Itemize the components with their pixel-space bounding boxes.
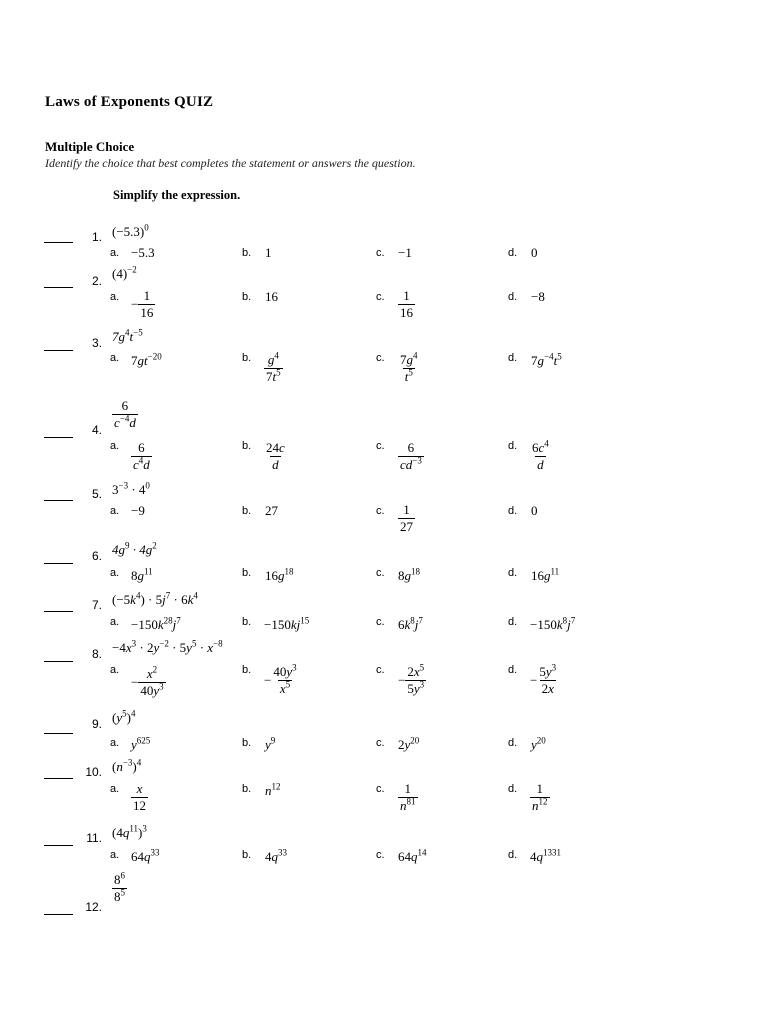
option-b[interactable]: $-150kj^{15}$ [264, 615, 310, 632]
answer-blank[interactable] [44, 661, 73, 662]
option-letter: b. [242, 567, 252, 579]
option-d[interactable]: $\frac{6c^4}{d}$ [532, 438, 549, 472]
page-title: Laws of Exponents QUIZ [45, 94, 214, 110]
option-letter: d. [508, 567, 518, 579]
option-a[interactable]: $\frac{x}{12}$ [133, 781, 146, 813]
option-letter: b. [242, 247, 252, 259]
option-b[interactable]: $\frac{g^4}{7t^5}$ [266, 350, 281, 384]
option-d[interactable]: $7g^{-4}t^5$ [531, 351, 562, 368]
question-stem: $(n^{-3})^4$ [112, 757, 142, 774]
option-d[interactable]: $\frac{1}{n^{12}}$ [532, 781, 548, 813]
option-b[interactable]: 16 [265, 289, 278, 304]
option-b[interactable]: 1 [265, 245, 272, 260]
option-letter: b. [242, 783, 252, 795]
option-letter: c. [376, 247, 385, 259]
option-letter: d. [508, 664, 518, 676]
question-number: 2. [91, 274, 102, 288]
question-number: 7. [91, 598, 102, 612]
answer-blank[interactable] [44, 563, 73, 564]
option-letter: c. [376, 505, 385, 517]
option-a[interactable]: $\frac{6}{c^4d}$ [133, 440, 150, 472]
question-stem: $\frac{8^6}{8^5}$ [114, 870, 125, 904]
question-number: 9. [91, 717, 102, 731]
option-b[interactable]: $\frac{24c}{d}$ [266, 440, 285, 472]
option-letter: d. [508, 291, 518, 303]
question-number: 4. [91, 423, 102, 437]
option-d[interactable]: 0 [531, 245, 538, 260]
option-letter: a. [110, 352, 120, 364]
option-letter: d. [508, 616, 518, 628]
option-letter: c. [376, 291, 385, 303]
question-number: 8. [91, 647, 102, 661]
answer-blank[interactable] [44, 611, 73, 612]
option-letter: d. [508, 247, 518, 259]
option-d[interactable]: $16g^{11}$ [531, 566, 560, 583]
option-d[interactable]: $y^{20}$ [531, 735, 546, 752]
option-letter: a. [110, 849, 120, 861]
option-b[interactable]: $4q^{33}$ [265, 847, 287, 864]
instructions: Identify the choice that best completes the statement or answers the question. [45, 156, 416, 170]
option-b[interactable]: 27 [265, 503, 278, 518]
option-letter: a. [110, 440, 120, 452]
question-stem: $\frac{6}{c^{-4}d}$ [114, 398, 136, 430]
option-d[interactable]: 0 [531, 503, 538, 518]
option-letter: c. [376, 664, 385, 676]
answer-blank[interactable] [44, 437, 73, 438]
option-a[interactable]: − $\frac{1}{16}$ [131, 288, 154, 320]
section-heading: Multiple Choice [45, 139, 135, 154]
answer-blank[interactable] [44, 287, 73, 288]
question-stem: $3^{-3} \cdot 4^0$ [112, 480, 150, 497]
answer-blank[interactable] [44, 350, 73, 351]
question-stem: $(4q^{11})^3$ [112, 823, 147, 840]
question-stem: $(4)^{-2}$ [112, 264, 137, 281]
answer-blank[interactable] [44, 914, 73, 915]
directive: Simplify the expression. [113, 188, 241, 202]
option-letter: c. [376, 737, 385, 749]
option-letter: d. [508, 849, 518, 861]
question-stem: $(-5k^4) \cdot 5j^7 \cdot 6k^4$ [112, 590, 198, 607]
option-letter: a. [110, 247, 120, 259]
option-letter: d. [508, 737, 518, 749]
question-number: 5. [91, 487, 102, 501]
option-c[interactable]: $\frac{1}{16}$ [400, 288, 413, 320]
option-b[interactable]: $16g^{18}$ [265, 566, 294, 583]
option-letter: b. [242, 849, 252, 861]
option-b[interactable]: $n^{12}$ [265, 781, 281, 798]
option-letter: a. [110, 737, 120, 749]
question-number: 11. [86, 831, 102, 845]
option-b[interactable]: − $\frac{40y^3}{x^5}$ [264, 662, 297, 696]
option-a[interactable]: −9 [131, 503, 145, 518]
option-letter: d. [508, 440, 518, 452]
option-d[interactable]: −8 [531, 289, 545, 304]
option-letter: a. [110, 664, 120, 676]
option-letter: a. [110, 616, 120, 628]
answer-blank[interactable] [44, 845, 73, 846]
option-a[interactable]: −5.3 [131, 245, 155, 260]
option-letter: c. [376, 440, 385, 452]
option-c[interactable]: $64q^{14}$ [398, 847, 427, 864]
option-c[interactable]: $\frac{6}{cd^{-3}}$ [400, 440, 422, 472]
answer-blank[interactable] [44, 733, 73, 734]
question-number: 10. [85, 765, 102, 779]
option-letter: a. [110, 783, 120, 795]
answer-blank[interactable] [44, 242, 73, 243]
question-number: 3. [91, 336, 102, 350]
question-number: 12. [85, 900, 102, 914]
question-stem: $-4x^3 \cdot 2y^{-2} \cdot 5y^5 \cdot x^{-8}$ [112, 638, 223, 655]
option-c[interactable]: $\frac{7g^4}{t^5}$ [400, 350, 418, 384]
option-c[interactable]: $6k^8j^7$ [398, 615, 423, 632]
option-letter: a. [110, 291, 120, 303]
option-c[interactable]: $2y^{20}$ [398, 735, 420, 752]
option-letter: a. [110, 567, 120, 579]
option-a[interactable]: $-150k^{28}j^7$ [131, 615, 181, 632]
option-letter: b. [242, 291, 252, 303]
option-c[interactable]: $\frac{1}{n^{81}}$ [400, 781, 416, 813]
option-letter: c. [376, 616, 385, 628]
option-d[interactable]: − $\frac{5y^3}{2x}$ [530, 662, 557, 696]
option-letter: d. [508, 783, 518, 795]
option-letter: a. [110, 505, 120, 517]
option-a[interactable]: $64q^{33}$ [131, 847, 160, 864]
option-d[interactable]: $-150k^8j^7$ [530, 615, 576, 632]
question-number: 1. [91, 230, 102, 244]
option-letter: c. [376, 567, 385, 579]
answer-blank[interactable] [44, 778, 73, 779]
option-c[interactable]: $8g^{18}$ [398, 566, 420, 583]
option-letter: b. [242, 664, 252, 676]
option-a[interactable]: $7gt^{-20}$ [131, 351, 162, 368]
option-a[interactable]: $y^{625}$ [131, 735, 151, 752]
option-letter: b. [242, 616, 252, 628]
option-a[interactable]: − $\frac{x^2}{40y^3}$ [131, 664, 164, 698]
question-stem: $(-5.3)^0$ [112, 222, 149, 239]
option-c[interactable]: −1 [398, 245, 412, 260]
question-number: 6. [91, 549, 102, 563]
option-letter: c. [376, 849, 385, 861]
option-letter: c. [376, 783, 385, 795]
option-letter: c. [376, 352, 385, 364]
option-a[interactable]: $8g^{11}$ [131, 566, 153, 583]
option-letter: b. [242, 505, 252, 517]
option-c[interactable]: $\frac{1}{27}$ [400, 502, 413, 534]
option-b[interactable]: $y^9$ [265, 735, 276, 752]
question-stem: $4g^9 \cdot 4g^2$ [112, 540, 157, 557]
answer-blank[interactable] [44, 500, 73, 501]
question-stem: $(y^5)^4$ [112, 708, 136, 725]
option-letter: b. [242, 737, 252, 749]
option-letter: d. [508, 352, 518, 364]
option-letter: b. [242, 440, 252, 452]
option-letter: b. [242, 352, 252, 364]
option-letter: d. [508, 505, 518, 517]
option-c[interactable]: − $\frac{2x^5}{5y^3}$ [398, 662, 425, 696]
question-stem: $7g^4t^{-5}$ [112, 327, 143, 344]
option-d[interactable]: $4q^{1331}$ [530, 847, 561, 864]
